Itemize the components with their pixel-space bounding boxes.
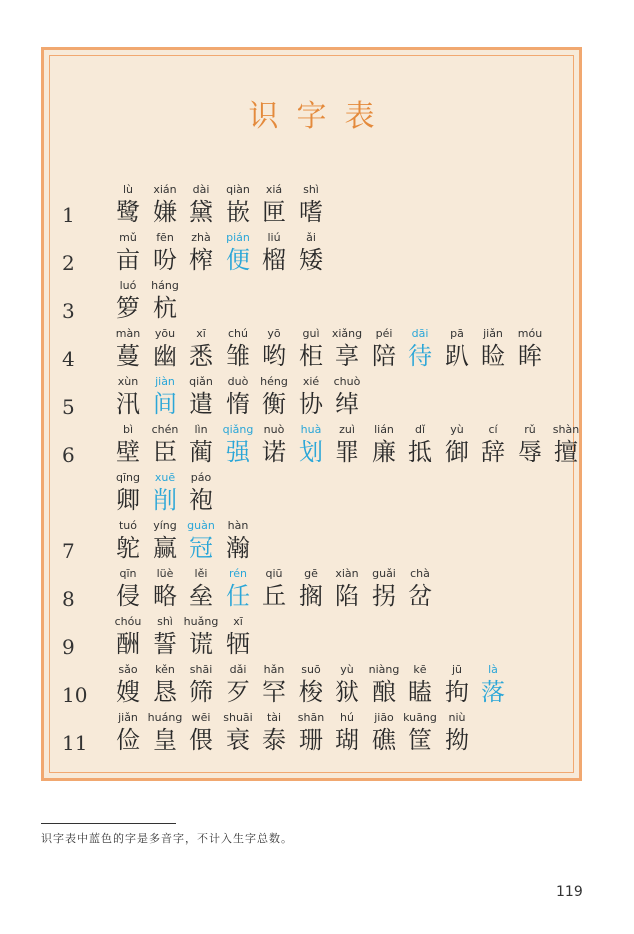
pinyin: qiàn — [226, 183, 250, 196]
hanzi: 臣 — [153, 438, 177, 466]
hanzi: 箩 — [116, 294, 140, 322]
hanzi: 嵌 — [226, 198, 250, 226]
row-number: 7 — [62, 539, 75, 563]
footnote-divider — [41, 823, 176, 824]
pinyin: qīng — [116, 471, 140, 484]
hanzi: 瑚 — [335, 726, 359, 754]
pinyin: yō — [267, 327, 281, 340]
hanzi: 协 — [299, 390, 323, 418]
hanzi: 任 — [226, 582, 250, 610]
hanzi: 柜 — [299, 342, 323, 370]
row-number: 11 — [62, 731, 88, 755]
pinyin: jiǎn — [118, 711, 138, 724]
pinyin: shāi — [189, 663, 213, 676]
hanzi: 间 — [153, 390, 177, 418]
hanzi: 绰 — [335, 390, 359, 418]
hanzi: 罕 — [262, 678, 286, 706]
pinyin: móu — [517, 327, 543, 340]
pinyin: hú — [340, 711, 354, 724]
hanzi: 搁 — [299, 582, 323, 610]
row-number: 9 — [62, 635, 75, 659]
pinyin: guàn — [187, 519, 215, 532]
pinyin: shuāi — [223, 711, 253, 724]
pinyin: lěi — [194, 567, 208, 580]
hanzi: 辞 — [481, 438, 505, 466]
pinyin: chuò — [333, 375, 361, 388]
pinyin: màn — [115, 327, 141, 340]
pinyin: xùn — [117, 375, 139, 388]
pinyin: hǎn — [263, 663, 285, 676]
hanzi: 酬 — [116, 630, 140, 658]
row-number: 4 — [62, 347, 75, 371]
pinyin: niàng — [368, 663, 400, 676]
pinyin: lù — [122, 183, 134, 196]
hanzi: 袍 — [189, 486, 213, 514]
hanzi: 泰 — [262, 726, 286, 754]
hanzi: 礁 — [372, 726, 396, 754]
hanzi: 陪 — [372, 342, 396, 370]
pinyin: xī — [196, 327, 206, 340]
pinyin: tài — [266, 711, 282, 724]
hanzi: 矮 — [299, 246, 323, 274]
hanzi: 蔓 — [116, 342, 140, 370]
pinyin: jiàn — [155, 375, 175, 388]
pinyin: luó — [119, 279, 137, 292]
hanzi: 汛 — [116, 390, 140, 418]
pinyin: wēi — [191, 711, 211, 724]
hanzi: 便 — [226, 246, 250, 274]
hanzi: 俭 — [116, 726, 140, 754]
pinyin: huà — [300, 423, 322, 436]
pinyin: sǎo — [118, 663, 138, 676]
row-number: 1 — [62, 203, 75, 227]
hanzi: 亩 — [116, 246, 140, 274]
hanzi: 眸 — [518, 342, 542, 370]
pinyin: gē — [304, 567, 318, 580]
hanzi: 珊 — [299, 726, 323, 754]
hanzi: 恳 — [153, 678, 177, 706]
hanzi: 衡 — [262, 390, 286, 418]
row-number: 10 — [62, 683, 88, 707]
pinyin: kuāng — [403, 711, 437, 724]
hanzi: 牺 — [226, 630, 250, 658]
hanzi: 御 — [445, 438, 469, 466]
hanzi: 辱 — [518, 438, 542, 466]
pinyin: lüè — [156, 567, 174, 580]
pinyin: rén — [228, 567, 248, 580]
pinyin: rǔ — [524, 423, 536, 436]
hanzi: 丘 — [262, 582, 286, 610]
hanzi: 垒 — [189, 582, 213, 610]
hanzi: 嫌 — [153, 198, 177, 226]
hanzi: 岔 — [408, 582, 432, 610]
hanzi: 抵 — [408, 438, 432, 466]
pinyin: chóu — [114, 615, 142, 628]
pinyin: dài — [192, 183, 210, 196]
hanzi: 筛 — [189, 678, 213, 706]
pinyin: shì — [157, 615, 173, 628]
pinyin: chà — [410, 567, 430, 580]
pinyin: xiàn — [335, 567, 359, 580]
pinyin: kē — [413, 663, 427, 676]
pinyin: fēn — [156, 231, 174, 244]
row-number: 2 — [62, 251, 75, 275]
pinyin: qiū — [265, 567, 283, 580]
hanzi: 狱 — [335, 678, 359, 706]
hanzi: 廉 — [372, 438, 396, 466]
character-cell — [293, 231, 329, 275]
pinyin: qīn — [119, 567, 137, 580]
page-title: 识字表 — [248, 99, 393, 134]
row-number: 6 — [62, 443, 75, 467]
hanzi: 偎 — [189, 726, 213, 754]
hanzi: 酿 — [372, 678, 396, 706]
hanzi: 罪 — [335, 438, 359, 466]
pinyin: zhà — [191, 231, 211, 244]
pinyin: guǎi — [372, 567, 396, 580]
hanzi: 划 — [299, 438, 323, 466]
hanzi: 黛 — [189, 198, 213, 226]
hanzi: 赢 — [153, 534, 177, 562]
hanzi: 蔺 — [189, 438, 213, 466]
pinyin: tuó — [118, 519, 137, 532]
page-number: 119 — [556, 884, 583, 900]
pinyin: nuò — [263, 423, 285, 436]
hanzi: 吩 — [153, 246, 177, 274]
hanzi: 冠 — [189, 534, 213, 562]
hanzi: 谎 — [189, 630, 213, 658]
pinyin: cí — [488, 423, 498, 436]
pinyin: dǐ — [414, 423, 426, 436]
pinyin: lìn — [194, 423, 208, 436]
literacy-table-frame — [41, 47, 582, 781]
hanzi: 侵 — [116, 582, 140, 610]
footnote: 识字表中蓝色的字是多音字，不计入生字总数。 — [41, 832, 293, 845]
pinyin: xī — [233, 615, 243, 628]
character-cell — [439, 711, 475, 755]
pinyin: yù — [340, 663, 354, 676]
character-cell — [293, 183, 329, 227]
pinyin: là — [488, 663, 498, 676]
pinyin: duò — [227, 375, 249, 388]
character-cell — [220, 519, 256, 563]
pinyin: yù — [450, 423, 464, 436]
hanzi: 享 — [335, 342, 359, 370]
pinyin: chén — [151, 423, 179, 436]
hanzi: 待 — [408, 342, 432, 370]
pinyin: kěn — [155, 663, 175, 676]
pinyin: yōu — [154, 327, 176, 340]
pinyin: shàn — [552, 423, 580, 436]
pinyin: ǎi — [306, 231, 316, 244]
hanzi: 榴 — [262, 246, 286, 274]
hanzi: 卿 — [116, 486, 140, 514]
character-cell — [220, 615, 256, 659]
hanzi: 哟 — [262, 342, 286, 370]
hanzi: 匣 — [262, 198, 286, 226]
hanzi: 瀚 — [226, 534, 250, 562]
pinyin: jiǎn — [483, 327, 503, 340]
hanzi: 惰 — [226, 390, 250, 418]
pinyin: lián — [374, 423, 394, 436]
pinyin: xié — [302, 375, 320, 388]
pinyin: háng — [151, 279, 179, 292]
hanzi: 杭 — [153, 294, 177, 322]
pinyin: páo — [190, 471, 212, 484]
hanzi: 皇 — [153, 726, 177, 754]
pinyin: bì — [122, 423, 134, 436]
hanzi: 幽 — [153, 342, 177, 370]
pinyin: liú — [267, 231, 281, 244]
hanzi: 擅 — [554, 438, 578, 466]
hanzi: 雏 — [226, 342, 250, 370]
pinyin: guì — [302, 327, 320, 340]
hanzi: 略 — [153, 582, 177, 610]
hanzi: 趴 — [445, 342, 469, 370]
character-cell — [548, 423, 584, 467]
row-number: 8 — [62, 587, 75, 611]
pinyin: pián — [226, 231, 250, 244]
character-cell — [402, 567, 438, 611]
pinyin: chú — [228, 327, 248, 340]
hanzi: 削 — [153, 486, 177, 514]
hanzi: 壁 — [116, 438, 140, 466]
character-cell — [512, 327, 548, 371]
polyphonic-character-cell — [475, 663, 511, 707]
pinyin: xiá — [265, 183, 283, 196]
hanzi: 筐 — [408, 726, 432, 754]
hanzi: 鸵 — [116, 534, 140, 562]
row-number: 3 — [62, 299, 75, 323]
hanzi: 鹭 — [116, 198, 140, 226]
pinyin: jiāo — [374, 711, 394, 724]
hanzi: 拐 — [372, 582, 396, 610]
pinyin: jū — [451, 663, 463, 676]
hanzi: 瞌 — [408, 678, 432, 706]
pinyin: héng — [260, 375, 288, 388]
pinyin: pā — [450, 327, 464, 340]
pinyin: yíng — [153, 519, 177, 532]
hanzi: 歹 — [226, 678, 250, 706]
character-cell — [147, 279, 183, 323]
pinyin: xián — [153, 183, 177, 196]
pinyin: mǔ — [119, 231, 137, 244]
hanzi: 落 — [481, 678, 505, 706]
hanzi: 嗜 — [299, 198, 323, 226]
pinyin: niù — [448, 711, 466, 724]
character-cell — [183, 471, 219, 515]
pinyin: qiǎn — [189, 375, 213, 388]
hanzi: 誓 — [153, 630, 177, 658]
hanzi: 梭 — [299, 678, 323, 706]
hanzi: 拗 — [445, 726, 469, 754]
hanzi: 强 — [226, 438, 250, 466]
pinyin: suō — [301, 663, 321, 676]
character-cell — [329, 375, 365, 419]
pinyin: xuē — [154, 471, 176, 484]
pinyin: dāi — [411, 327, 429, 340]
row-number: 5 — [62, 395, 75, 419]
hanzi: 悉 — [189, 342, 213, 370]
pinyin: huǎng — [183, 615, 219, 628]
hanzi: 衰 — [226, 726, 250, 754]
pinyin: zuì — [339, 423, 355, 436]
pinyin: huáng — [147, 711, 183, 724]
hanzi: 榨 — [189, 246, 213, 274]
hanzi: 睑 — [481, 342, 505, 370]
pinyin: qiǎng — [222, 423, 254, 436]
pinyin: shì — [303, 183, 319, 196]
pinyin: xiǎng — [331, 327, 363, 340]
pinyin: shān — [297, 711, 325, 724]
pinyin: hàn — [227, 519, 249, 532]
hanzi: 遣 — [189, 390, 213, 418]
pinyin: péi — [375, 327, 393, 340]
hanzi: 拘 — [445, 678, 469, 706]
hanzi: 嫂 — [116, 678, 140, 706]
hanzi: 诺 — [262, 438, 286, 466]
hanzi: 陷 — [335, 582, 359, 610]
pinyin: dǎi — [229, 663, 247, 676]
